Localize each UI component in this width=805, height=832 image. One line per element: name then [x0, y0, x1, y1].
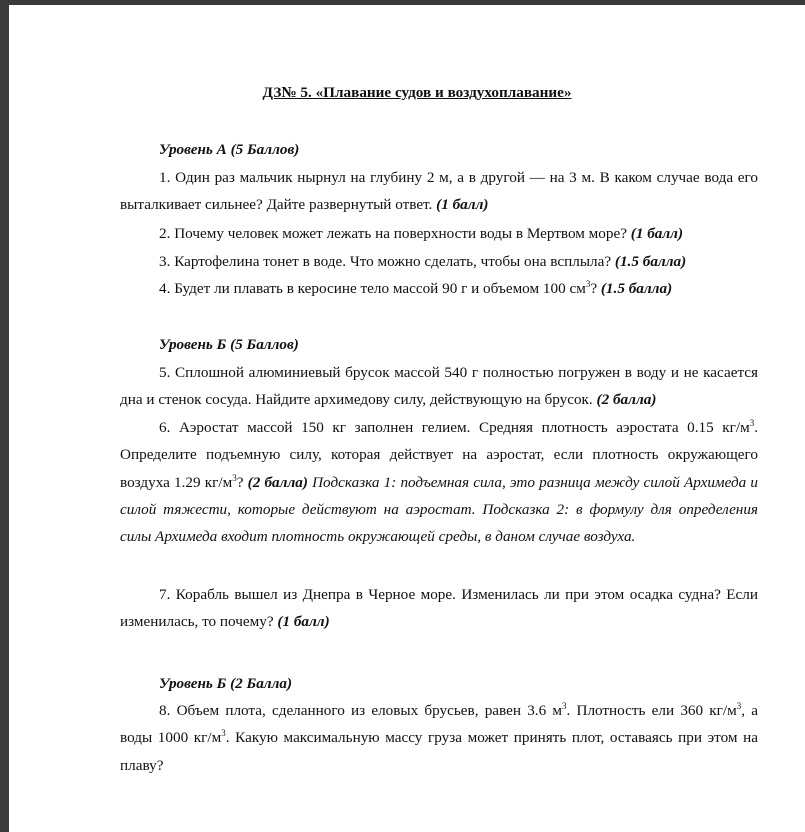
question-1-text: 1. Один раз мальчик нырнул на глубину 2 м, а в другой — на 3 м. В каком случае вода его выталкивает сильнее? Дайте развернутый ответ.: [120, 169, 758, 214]
question-3: [120, 248, 758, 275]
question-5-text: 5. Сплошной алюминиевый брусок массой 540 г полностью погружен в воду и не касается дна и стенок сосуда. Найдите архимедову силу, действующую на брусок.: [120, 364, 758, 409]
level-b-heading: Уровень Б (5 Баллов): [159, 336, 299, 353]
question-3-points: (1.5 балла): [614, 253, 687, 270]
question-8-text-3: , а воды 1000 кг/м: [120, 702, 758, 747]
question-2: [120, 220, 758, 247]
question-6-text: 6. Аэростат массой 150 кг заполнен гелием. Средняя плотность аэростата 0.15 кг/м: [159, 419, 750, 436]
question-6-text-2: . Определите подъемную силу, которая действует на аэростат, если плотность окружающего воздуха 1.29 кг/м: [120, 419, 758, 491]
question-8-sup-2: 3: [736, 700, 742, 711]
document-page: [9, 5, 805, 832]
question-1-points: (1 балл): [436, 196, 489, 214]
question-4-text: 4. Будет ли плавать в керосине тело массой 90 г и объемом 100 см: [159, 280, 586, 297]
question-7: [120, 581, 758, 636]
question-8: [120, 697, 758, 779]
question-2-text: 2. Почему человек может лежать на поверхности воды в Мертвом море?: [159, 225, 627, 242]
question-8-sup-1: 3: [561, 700, 567, 711]
question-4-sup: 3: [585, 278, 591, 289]
question-6: [120, 414, 758, 550]
question-1: [120, 164, 758, 219]
question-6-points: (2 балла): [247, 473, 308, 491]
question-8-text: 8. Объем плота, сделанного из еловых брусьев, равен 3.6 м: [159, 702, 562, 719]
question-4-points: (1.5 балла): [600, 280, 673, 297]
question-6-sup-1: 3: [749, 417, 755, 428]
question-7-text: 7. Корабль вышел из Днепра в Черное море. Изменилась ли при этом осадка судна? Если изменилась, то почему?: [120, 586, 758, 631]
question-4-text-end: ?: [590, 280, 598, 297]
question-6-hint: Подсказка 1: подъемная сила, это разница между силой Архимеда и силой тяжести, которые действуют на аэростат. Подсказка 2: в формулу для определения силы Архимеда входит плотность окружающей среды, в даном случае воздуха.: [120, 473, 759, 546]
page-title: ДЗ№ 5. «Плавание судов и воздухоплавание»: [262, 84, 572, 101]
question-6-sup-2: 3: [232, 472, 237, 483]
question-2-points: (1 балл): [630, 225, 684, 242]
question-5: [120, 359, 758, 414]
question-3-text: 3. Картофелина тонет в воде. Что можно сделать, чтобы она всплыла?: [159, 253, 612, 270]
question-8-sup-3: 3: [221, 728, 226, 739]
question-6-text-3: ?: [236, 473, 244, 491]
question-5-points: (2 балла): [596, 391, 657, 409]
question-7-points: (1 балл): [277, 613, 330, 631]
level-b2-heading: Уровень Б (2 Балла): [159, 675, 293, 692]
question-8-text-2: . Плотность ели 360 кг/м: [566, 702, 737, 719]
question-4: [120, 275, 758, 302]
question-8-text-4: . Какую максимальную массу груза может принять плот, оставаясь при этом на плаву?: [120, 729, 759, 774]
level-a-heading: Уровень А (5 Баллов): [159, 141, 300, 158]
